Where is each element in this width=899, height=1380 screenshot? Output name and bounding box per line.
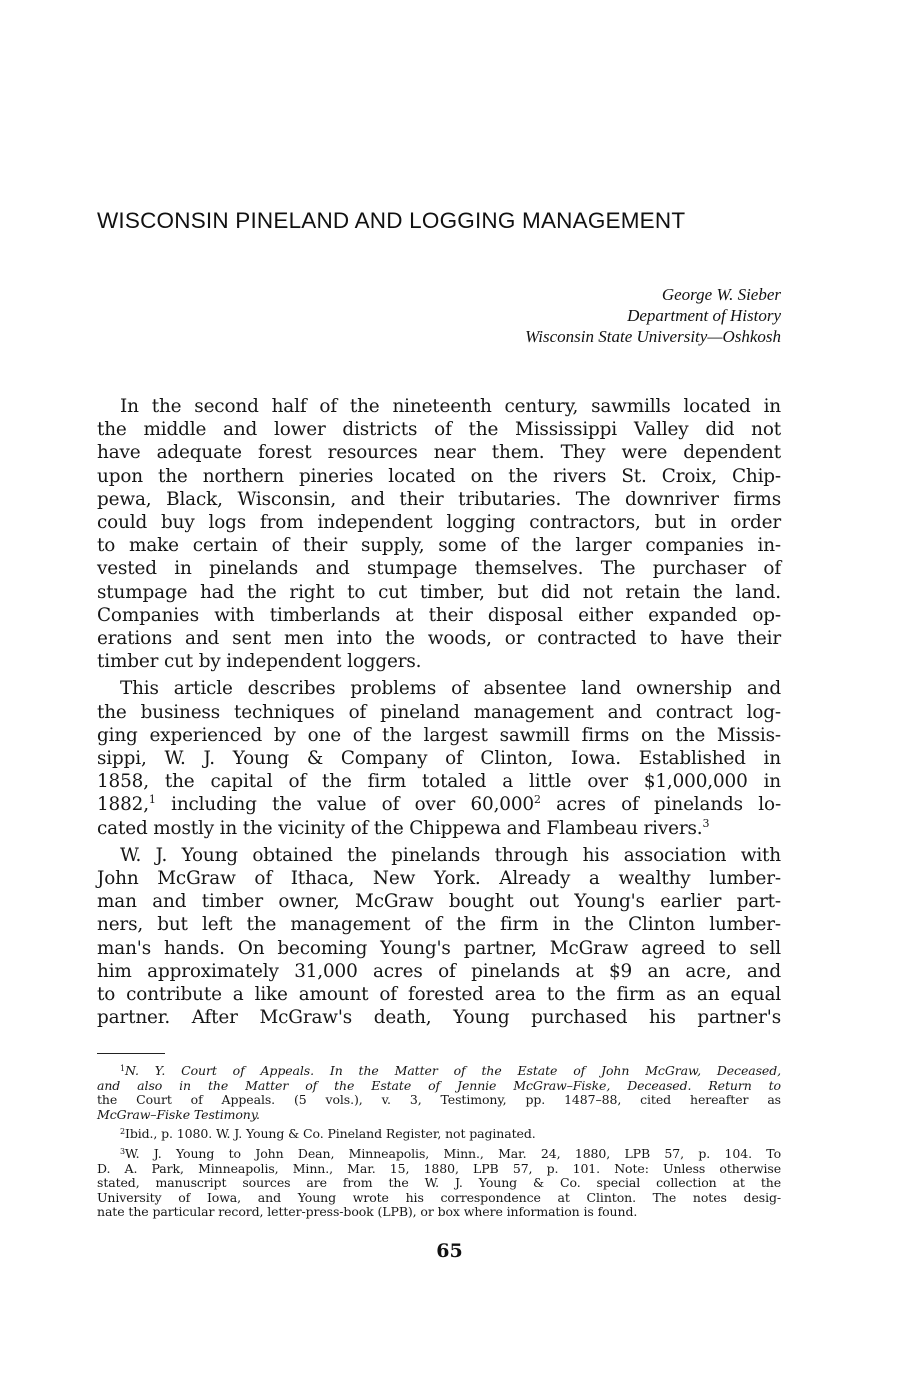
footnote-3 bbox=[97, 1147, 781, 1220]
text-line: ging experienced by one of the largest sawmill firms on the Missis- bbox=[97, 724, 781, 746]
footnote-number: 3 bbox=[120, 1146, 125, 1156]
text-line: partner. After McGraw's death, Young purchased his partner's bbox=[97, 1007, 781, 1029]
text-line: W. J. Young obtained the pinelands through his association with bbox=[120, 844, 781, 866]
text-line: ners, but left the management of the firm in the Clinton lumber- bbox=[97, 914, 781, 936]
author-byline bbox=[525, 284, 781, 347]
footnote-text: Ibid., p. 1080. W. J. Young & Co. Pineland Register, not paginated. bbox=[125, 1126, 536, 1142]
footnote-line: nate the particular record, letter-press-book (LPB), or box where information is found. bbox=[97, 1204, 638, 1220]
footnote-line: University of Iowa, and Young wrote his correspondence at Clinton. The notes desig- bbox=[97, 1189, 781, 1205]
footnote-line bbox=[97, 1079, 781, 1094]
text-line: upon the northern pineries located on the rivers St. Croix, Chip- bbox=[97, 465, 781, 487]
text-line: erations and sent men into the woods, or contracted to have their bbox=[97, 628, 781, 650]
author-institution: Wisconsin State University—Oshkosh bbox=[525, 327, 781, 346]
footnote-divider bbox=[97, 1053, 165, 1054]
paragraph-1 bbox=[97, 395, 781, 673]
page-number: 65 bbox=[436, 1240, 463, 1262]
text-line: timber cut by independent loggers. bbox=[97, 651, 422, 673]
footnote-line: D. A. Park, Minneapolis, Minn., Mar. 15, 1880, LPB 57, p. 101. Note: Unless otherwise bbox=[97, 1160, 781, 1176]
text-line: stumpage had the right to cut timber, but did not retain the land. bbox=[97, 581, 781, 603]
footnote-text: W. J. Young to John Dean, Minneapolis, Minn., Mar. 24, 1880, LPB 57, p. 104. To bbox=[125, 1145, 781, 1161]
text-line: man's hands. On becoming Young's partner, McGraw agreed to sell bbox=[97, 937, 781, 959]
text-line-with-footnotes bbox=[97, 793, 781, 816]
footnote-number: 2 bbox=[120, 1127, 125, 1137]
footnote-line bbox=[97, 1147, 781, 1162]
text-line: sippi, W. J. Young & Company of Clinton, Iowa. Established in bbox=[97, 748, 781, 770]
text-line: vested in pinelands and stumpage themselves. The purchaser of bbox=[97, 558, 781, 580]
text-line: John McGraw of Ithaca, New York. Already a wealthy lumber- bbox=[97, 868, 781, 890]
paragraph-3 bbox=[97, 844, 781, 1030]
text-line: him approximately 31,000 acres of pinelands at $9 an acre, and bbox=[97, 960, 781, 982]
article-title: WISCONSIN PINELAND AND LOGGING MANAGEMENT bbox=[97, 208, 686, 233]
footnote-2 bbox=[97, 1127, 781, 1142]
footnote-mark: 2 bbox=[533, 793, 541, 807]
text-fragment: including the value of over 60,000 bbox=[155, 794, 534, 816]
text-line: In the second half of the nineteenth century, sawmills located in bbox=[120, 396, 781, 417]
footnotes bbox=[97, 1064, 781, 1225]
text-line: 1858, the capital of the firm totaled a little over $1,000,000 in bbox=[97, 771, 781, 793]
footnote-line: the Court of Appeals. (5 vols.), v. 3, Testimony, pp. 1487–88, cited hereafter as bbox=[97, 1092, 781, 1108]
footnote-text: and also in the Matter of the Estate of Jennie McGraw–Fiske, Deceased. Return to bbox=[97, 1077, 781, 1093]
footnote-mark: 3 bbox=[702, 816, 710, 830]
footnote-text: McGraw–Fiske Testimony. bbox=[97, 1106, 260, 1122]
article-body bbox=[97, 395, 781, 1033]
footnote-line bbox=[97, 1127, 781, 1142]
text-line: man and timber owner, McGraw bought out Young's earlier part- bbox=[97, 891, 781, 913]
footnote-1 bbox=[97, 1064, 781, 1122]
text-line: to contribute a like amount of forested area to the firm as an equal bbox=[97, 984, 781, 1006]
text-fragment: acres of pinelands lo- bbox=[540, 794, 782, 816]
text-line: Companies with timberlands at their disposal either expanded op- bbox=[97, 604, 781, 626]
author-name: George W. Sieber bbox=[661, 285, 781, 304]
text-line: This article describes problems of absentee land ownership and bbox=[120, 678, 781, 700]
text-fragment: 1882, bbox=[97, 794, 149, 816]
text-line: to make certain of their supply, some of the larger companies in- bbox=[97, 535, 781, 557]
text-line: could buy logs from independent logging contractors, but in order bbox=[97, 512, 781, 534]
text-line: pewa, Black, Wisconsin, and their tributaries. The downriver firms bbox=[97, 488, 781, 510]
footnote-line bbox=[97, 1064, 781, 1079]
text-line: the middle and lower districts of the Mississippi Valley did not bbox=[97, 419, 781, 441]
text-line-with-footnote bbox=[97, 817, 781, 840]
footnote-number: 1 bbox=[120, 1064, 125, 1073]
text-fragment: cated mostly in the vicinity of the Chippewa and Flambeau rivers. bbox=[97, 817, 703, 839]
text-line: the business techniques of pineland management and contract log- bbox=[97, 701, 781, 723]
footnote-line: stated, manuscript sources are from the W. J. Young & Co. special collection at the bbox=[97, 1175, 781, 1191]
footnote-text: N. Y. Court of Appeals. In the Matter of the Estate of John McGraw, Deceased, bbox=[125, 1063, 781, 1078]
footnote-mark: 1 bbox=[148, 793, 156, 807]
footnote-line bbox=[97, 1108, 781, 1123]
text-line: have adequate forest resources near them. They were dependent bbox=[97, 442, 781, 464]
author-department: Department of History bbox=[627, 306, 781, 325]
paragraph-2 bbox=[97, 677, 781, 839]
